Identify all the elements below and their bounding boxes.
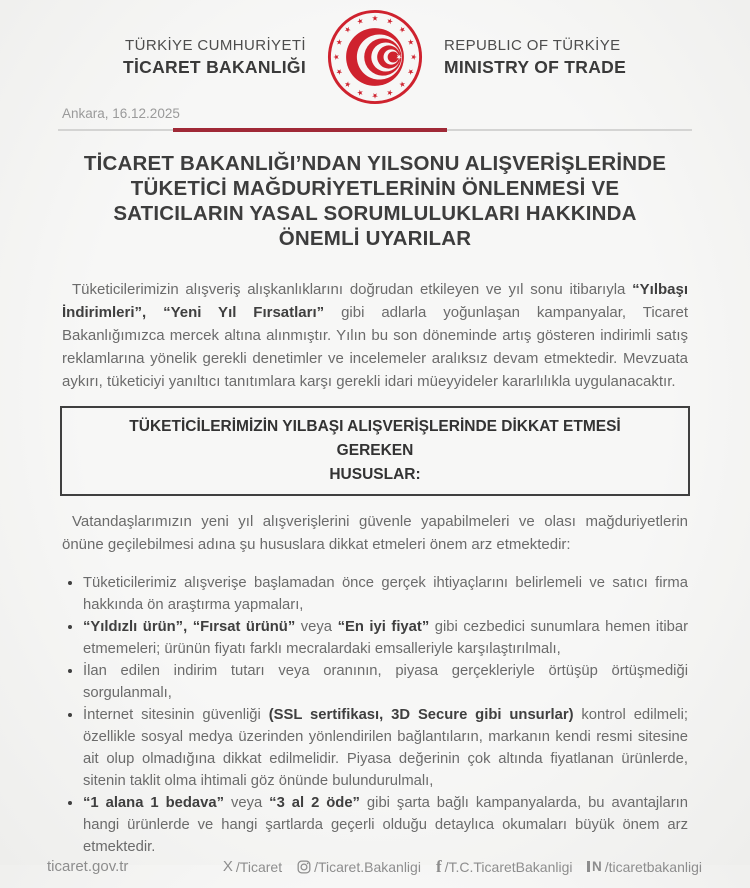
header-left-line2: TİCARET BAKANLIĞI xyxy=(122,57,306,77)
social-link-instagram[interactable] xyxy=(297,859,421,875)
social-link-x[interactable] xyxy=(223,858,282,875)
instagram-icon xyxy=(297,860,311,874)
facebook-icon: f xyxy=(435,856,442,876)
social-handle: /Ticaret xyxy=(235,858,283,875)
section-heading-line-2: HUSUSLAR: xyxy=(329,466,421,483)
header-right-text xyxy=(424,36,750,78)
intro-paragraph: Tüketicilerimizin alışveriş alışkanlıklarını doğrudan etkileyen ve yıl sonu itibarıyla “Yılbaşı İndirimleri”, “Yeni Yıl Fırsatları” gibi adlarla yoğunlaşan kampanyalar, Ticaret Bakanlığımızca mercek altına alınmıştır. Yılın bu son döneminde artış gösteren indirimli satış reklamlarına yönelik gerekli denetimler ve incelemeler aralıksız devam etmektedir. Mevzuata aykırı, tüketiciyi yanıltıcı tanıtımlara karşı gerekli idari müeyyideler kararlılıkla uygulanacaktır. xyxy=(62,281,688,390)
title-line-1: TİCARET BAKANLIĞI’NDAN YILSONU ALIŞVERİŞLERİNDE xyxy=(83,152,667,175)
title-line-4: ÖNEMLİ UYARILAR xyxy=(278,227,472,250)
header-right-line1: REPUBLIC OF TÜRKİYE xyxy=(444,37,621,54)
social-handle: /ticaretbakanligi xyxy=(604,858,702,875)
advice-list xyxy=(62,572,688,858)
social-link-facebook[interactable] xyxy=(435,856,573,876)
social-handle: /T.C.TicaretBakanligi xyxy=(444,858,573,875)
section-heading-box xyxy=(60,406,690,496)
list-item: • İnternet sitesinin güvenliği (SSL sertifikası, 3D Secure gibi unsurlar) kontrol edilmeli; özellikle sosyal medya üzerinden yönlendirilen bağlantıların, markanın kendi resmi sitesine ait olup olmadığına dikkat edilmelidir. Piyasa değerinin çok altında fiyatlanan ürünlerde, sitenin taklit olma ihtimali göz önünde bulundurulmalı, xyxy=(83,704,688,792)
divider-red-segment xyxy=(173,128,447,132)
ministry-of-trade-emblem-icon xyxy=(326,8,424,106)
section-heading-line-1: TÜKETİCİLERİMİZİN YILBAŞI ALIŞVERİŞLERİNDE DİKKAT ETMESİ GEREKEN xyxy=(129,418,621,459)
social-link-nsosyal[interactable] xyxy=(587,859,702,875)
page-title xyxy=(45,151,705,251)
social-links xyxy=(223,858,702,875)
dateline: Ankara, 16.12.2025 xyxy=(62,106,180,121)
x-icon: X xyxy=(222,858,233,875)
header xyxy=(0,8,750,106)
list-item: • İlan edilen indirim tutarı veya oranının, piyasa gerçekleriyle örtüşüp örtüşmediği sorgulanmalı, xyxy=(83,660,688,704)
website-link[interactable]: ticaret.gov.tr xyxy=(47,858,129,875)
title-line-3: SATICILARIN YASAL SORUMLULUKLARI HAKKINDA xyxy=(113,202,637,225)
title-line-2: TÜKETİCİ MAĞDURİYETLERİNİN ÖNLENMESİ VE xyxy=(130,177,620,200)
list-item: • Tüketicilerimiz alışverişe başlamadan önce gerçek ihtiyaçlarını belirlemeli ve satıcı firma hakkında ön araştırma yapmaları, xyxy=(83,572,688,616)
list-item: • “Yıldızlı ürün”, “Fırsat ürünü” veya “En iyi fiyat” gibi cezbedici sunumlara hemen itibar etmemeleri; ürünün fiyatı farklı mecralardaki emsalleriyle karşılaştırılmalı, xyxy=(83,616,688,660)
advice-paragraph: Vatandaşlarımızın yeni yıl alışverişlerini güvenle yapabilmeleri ve olası mağduriyetlerin önüne geçilebilmesi adına şu hususlara dikkat etmeleri önem arz etmektedir: xyxy=(62,513,688,553)
header-left-text xyxy=(0,36,326,78)
list-item: • “1 alana 1 bedava” veya “3 al 2 öde” gibi şarta bağlı kampanyalarda, bu avantajların hangi ürünlerde ve hangi şartlarda geçerli olduğu detaylıca okumaları büyük önem arz etmektedir. xyxy=(83,792,688,858)
header-left-line1: TÜRKİYE CUMHURİYETİ xyxy=(125,37,306,54)
header-right-line2: MINISTRY OF TRADE xyxy=(444,57,627,77)
footer xyxy=(0,858,750,888)
social-handle: /Ticaret.Bakanligi xyxy=(314,858,421,875)
nsosyal-icon: N xyxy=(587,859,601,874)
